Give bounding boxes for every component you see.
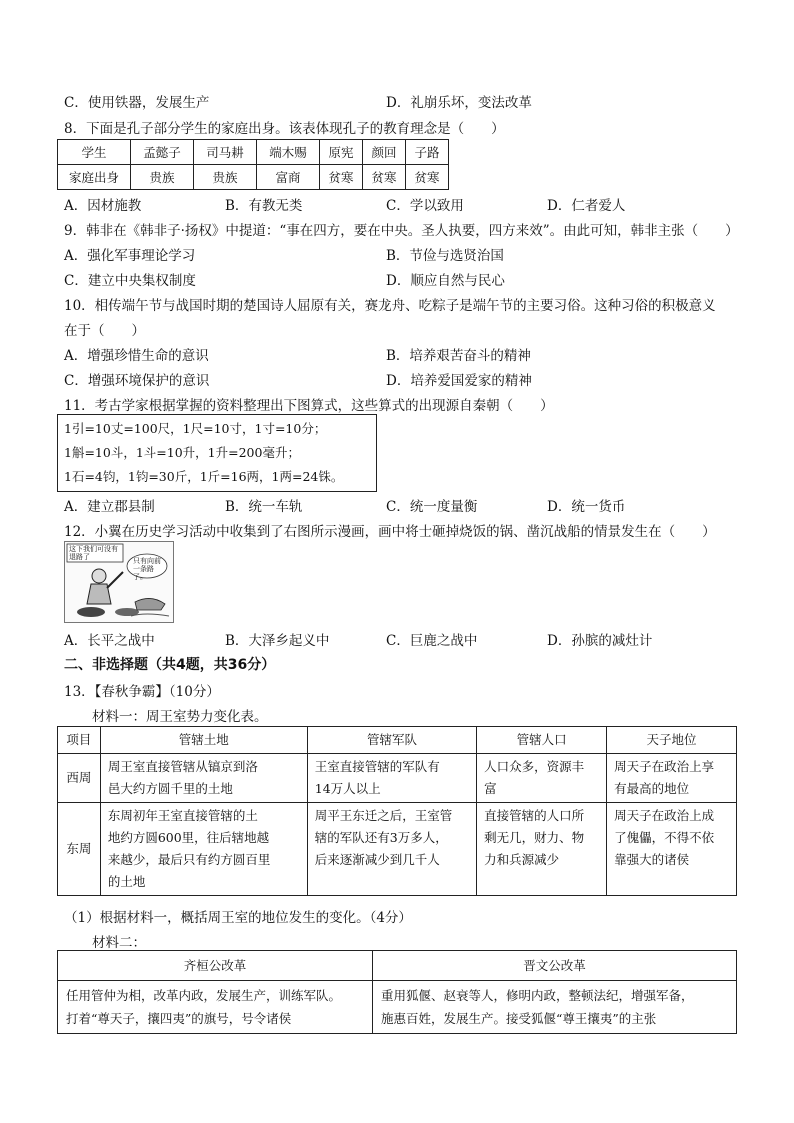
table-cell: 贫寒 [363,165,406,190]
cell-line: 人口众多，资源丰 [484,759,585,774]
q8-option-a: A．因材施教 [64,198,142,214]
q11-option-c: C．统一度量衡 [386,499,478,515]
q7-option-d: D．礼崩乐坏，变法改革 [386,95,532,111]
q12-option-b: B．大泽乡起义中 [225,633,330,649]
q12-option-a: A．长平之战中 [64,633,155,649]
cell-line: 打着“尊天子，攘四夷”的旗号，号令诸侯 [66,1011,292,1026]
table-cell [477,754,607,803]
table-header: 管辖人口 [477,727,607,754]
comic-bubble-1: 这下我们可没有退路了 [69,545,118,561]
q9-stem: 9．韩非在《韩非子·扬权》中提道：“事在四方，要在中央。圣人执要，四方来效”。由此可知，韩非主张（ ） [64,223,739,239]
cell-line: 了傀儡，不得不依 [614,830,715,845]
q13-material-1-table [57,726,737,896]
cell-line: 东周初年王室直接管辖的土 [107,808,258,823]
cell-line: 力和兵源减少 [484,852,560,867]
table-cell [307,803,476,896]
q12-stem: 12．小翼在历史学习活动中收集到了右图所示漫画，画中将士砸掉烧饭的锅、凿沉战船的情景发生在（ ） [64,524,716,540]
q8-table [57,139,449,190]
q10-stem-line1: 10．相传端午节与战国时期的楚国诗人屈原有关，赛龙舟、吃粽子是端午节的主要习俗。这种习俗的积极意义 [64,298,716,314]
q10-option-d: D．培养爱国爱家的精神 [386,373,532,389]
table-row [58,140,449,165]
q8-option-b: B．有教无类 [225,198,303,214]
table-cell [607,754,737,803]
q11-formula-box [57,414,377,492]
table-cell: 原宪 [320,140,363,165]
cell-line: 来越少，最后只有约方圆百里 [107,852,271,867]
q10-option-b: B．培养艰苦奋斗的精神 [386,348,531,364]
cell-line: 邑大约方圆千里的土地 [107,781,233,796]
table-cell [477,803,607,896]
formula-line: 1引=10丈=100尺，1尺=10寸，1寸=10分； [64,421,327,436]
table-cell: 富商 [257,165,320,190]
table-header: 天子地位 [607,727,737,754]
q10-option-a: A．增强珍惜生命的意识 [64,348,209,364]
table-cell [307,754,476,803]
cell-line: 剩无几，财力、物 [484,830,585,845]
q12-option-d: D．孙膑的减灶计 [547,633,653,649]
material-2-caption: 材料二： [92,935,146,951]
table-cell: 端木赐 [257,140,320,165]
table-cell [607,803,737,896]
cell-line: 周天子在政治上成 [614,808,715,823]
material-1-caption: 材料一：周王室势力变化表。 [92,709,268,725]
cell-line: 14万人以上 [314,781,381,796]
era-cell: 东周 [58,803,101,896]
comic-bubble-2: 只有向前一条路了。 [133,557,161,581]
cell-line: 富 [484,781,497,796]
table-row [58,727,737,754]
formula-line: 1斛=10斗，1斗=10升，1升=200毫升； [64,445,300,460]
table-cell: 学生 [58,140,131,165]
cell-line: 后来逐渐减少到几千人 [314,852,440,867]
cell-line: 周王室直接管辖从镐京到洛 [107,759,258,774]
table-cell: 贫寒 [406,165,449,190]
cell-line: 地约方圆600里，往后辖地越 [107,830,270,845]
table-cell: 颜回 [363,140,406,165]
table-row [58,754,737,803]
q11-option-b: B．统一车轨 [225,499,303,515]
q13-title: 13．【春秋争霸】（10分） [64,684,220,700]
cell-line: 施惠百姓，发展生产。接受狐偃“尊王攘夷”的主张 [381,1011,657,1026]
table-cell: 家庭出身 [58,165,131,190]
comic-illustration [64,541,174,623]
q8-option-c: C．学以致用 [386,198,464,214]
cell-line: 靠强大的诸侯 [614,852,690,867]
table-row [58,803,737,896]
q13-material-2-table [57,950,737,1034]
q7-option-c: C．使用铁器，发展生产 [64,95,210,111]
table-header: 齐桓公改革 [58,951,373,981]
cell-line: 任用管仲为相，改革内政，发展生产，训练军队。 [66,988,342,1003]
q9-option-d: D．顺应自然与民心 [386,273,505,289]
table-header: 晋文公改革 [373,951,737,981]
cell-line: 王室直接管辖的军队有 [314,759,440,774]
table-header: 管辖军队 [307,727,476,754]
cell-line: 周天子在政治上享 [614,759,715,774]
formula-line: 1石=4钧，1钧=30斤，1斤=16两，1两=24铢。 [64,469,344,484]
cell-line: 辖的军队还有3万多人， [314,830,448,845]
table-header: 项目 [58,727,101,754]
table-cell [58,981,373,1034]
q10-stem-line2: 在于（ ） [64,323,145,339]
q11-option-a: A．建立郡县制 [64,499,155,515]
cell-line: 周平王东迁之后，王室管 [314,808,453,823]
table-cell [100,803,307,896]
q8-option-d: D．仁者爱人 [547,198,626,214]
table-row [58,951,737,981]
table-row [58,165,449,190]
q8-stem: 8．下面是孔子部分学生的家庭出身。该表体现孔子的教育理念是（ ） [64,121,505,137]
table-cell: 子路 [406,140,449,165]
table-cell: 贵族 [131,165,194,190]
q9-option-a: A．强化军事理论学习 [64,248,196,264]
cell-line: 直接管辖的人口所 [484,808,585,823]
table-cell [373,981,737,1034]
cell-line: 的土地 [107,874,146,889]
q9-option-c: C．建立中央集权制度 [64,273,196,289]
table-header: 管辖土地 [100,727,307,754]
table-cell: 贫寒 [320,165,363,190]
cell-line: 有最高的地位 [614,781,690,796]
q11-stem: 11．考古学家根据掌握的资料整理出下图算式，这些算式的出现源自秦朝（ ） [64,398,554,414]
table-row [58,981,737,1034]
q9-option-b: B．节俭与选贤治国 [386,248,504,264]
table-cell: 贵族 [194,165,257,190]
q12-option-c: C．巨鹿之战中 [386,633,478,649]
section-heading: 二、非选择题（共4题，共36分） [64,657,276,673]
era-cell: 西周 [58,754,101,803]
table-cell: 孟懿子 [131,140,194,165]
q11-option-d: D．统一货币 [547,499,626,515]
q10-option-c: C．增强环境保护的意识 [64,373,210,389]
table-cell: 司马耕 [194,140,257,165]
table-cell [100,754,307,803]
cell-line: 重用狐偃、赵衰等人，修明内政，整顿法纪，增强军备， [381,988,694,1003]
q13-subquestion-1: （1）根据材料一，概括周王室的地位发生的变化。（4分） [64,910,412,926]
